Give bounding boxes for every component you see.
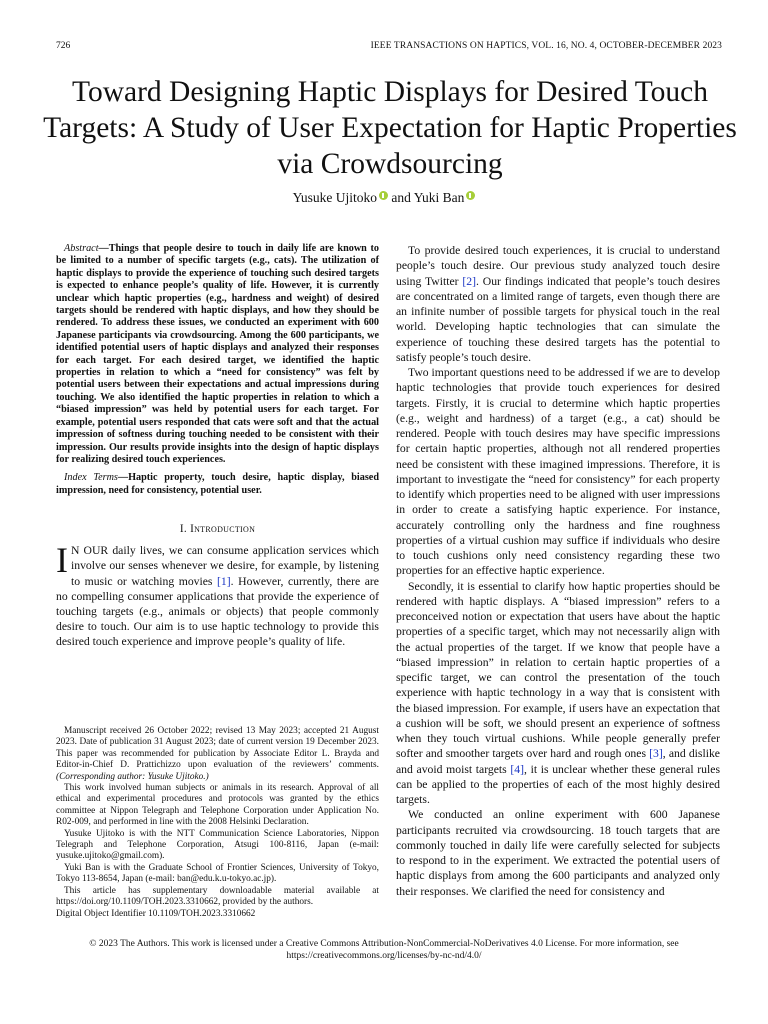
license-footer bbox=[40, 939, 728, 962]
citation-link[interactable]: [1] bbox=[217, 574, 231, 588]
section-heading bbox=[56, 523, 379, 535]
body-text: . Our findings indicated that people’s touch desires are concentrated on a limited range of targets, even though there are an infinite number of possible targets for physical touch in the real world. Developing haptic technologies that can simulate the experience of touching these desired targets has the potential to satisfy people’s touch desire. bbox=[396, 274, 720, 364]
intro-paragraph bbox=[56, 540, 379, 649]
body-paragraph: We conducted an online experiment with 600 Japanese participants recruited via crowdsourcing. 18 touch targets that are commonly touched in daily life were carefully selected for subjects to respond to in the experiment. We extracted the potential users of haptic displays from among the 600 participants and analyzed only their responses. We clarified the need for consistency and bbox=[396, 808, 720, 898]
citation-link[interactable]: [3] bbox=[649, 747, 663, 761]
footnote-affiliation: Yusuke Ujitoko is with the NTT Communication Science Laboratories, Nippon Telegraph and Telephone Corporation, Atsugi 100-8116, Japan (e-mail: yusuke.ujitoko@gmail.com). bbox=[56, 828, 379, 862]
abstract-label: Abstract bbox=[64, 243, 99, 254]
body-paragraph bbox=[396, 243, 720, 365]
intro-text: N OUR daily lives, we can consume application services which involve our senses whenever we desire, for example, by listening to music or watching movies bbox=[71, 544, 379, 588]
journal-header: IEEE TRANSACTIONS ON HAPTICS, VOL. 16, NO. 4, OCTOBER-DECEMBER 2023 bbox=[370, 41, 722, 51]
abstract-dash: — bbox=[98, 243, 109, 254]
corresponding-author: (Corresponding author: Yusuke Ujitoko.) bbox=[56, 771, 209, 782]
index-terms bbox=[56, 472, 379, 497]
index-terms-text: Haptic property, touch desire, haptic display, biased impression, need for consistency, potential user. bbox=[56, 472, 379, 496]
section-numeral: I. bbox=[179, 523, 187, 536]
paper-title: Toward Designing Haptic Displays for Desired Touch Targets: A Study of User Expectation for Haptic Properties via Crowdsourcing bbox=[43, 76, 737, 180]
footnotes bbox=[56, 726, 379, 920]
left-column bbox=[56, 243, 379, 650]
license-link[interactable]: https://creativecommons.org/licenses/by-nc-nd/4.0/ bbox=[286, 950, 482, 961]
footnote-ethics: This work involved human subjects or animals in its research. Approval of all ethical and experimental procedures and protocols was granted by the ethics committee at Nippon Telegraph and Telephone Corporation under Application No. R02-009, and performed in line with the 2008 Helsinki Declaration. bbox=[56, 783, 379, 828]
license-text: © 2023 The Authors. This work is licensed under a Creative Commons Attribution-NonCommercial-NoDerivatives 4.0 License. For more information, see bbox=[89, 939, 679, 949]
footnote-text: Manuscript received 26 October 2022; revised 13 May 2023; accepted 21 August 2023. Date of publication 31 August 2023; date of current version 19 December 2023. This paper was recommended for publication by Associate Editor L. Brayda and Editor-in-Chief D. Prattichizzo upon evaluation of the reviewers’ comments. bbox=[56, 726, 379, 771]
footnote-manuscript bbox=[56, 726, 379, 783]
right-column bbox=[396, 243, 720, 899]
abstract-text: Things that people desire to touch in daily life are known to be limited to a number of specific targets (e.g., cats). The utilization of haptic displays to provide the experience of touching such desired targets is expected to enhance people’s quality of life. However, it is currently unclear which haptic properties (e.g., hardness and weight) of desired targets should be rendered with haptic displays, and how they should be rendered. To address these issues, we conducted an experiment with 600 Japanese participants via crowdsourcing. Among the 600 participants, we identified potential users of haptic displays and analyzed their responses for each target. For each desired target, we identified the haptic properties in relation to which a “need for consistency” was felt by potential users between their expectations and actual impressions during touching. We also identified the haptic properties in relation to which a “biased impression” was held by potential users for each target. For example, potential users responded that cats were soft and that the actual impression of softness during touching needed to be consistent with their impression. Our results provide insights into the design of haptic displays for realizing desired touch experiences. bbox=[56, 243, 379, 465]
body-text: To provide desired touch experiences, it is crucial to understand people’s touch desire. Our previous study analyzed touch desire using Twitter bbox=[396, 244, 720, 288]
footnote-supplementary: This article has supplementary downloadable material available at https://doi.org/10.1109/TOH.2023.3310662, provided by the authors. bbox=[56, 885, 379, 908]
abstract bbox=[56, 243, 379, 466]
intro-text: . However, currently, there are no compelling consumer applications that provide the experience of touching targets (e.g., animals or objects) that people commonly desire to touch. Our aim is to use haptic technology to provide this desired touch experience and improve people’s quality of life. bbox=[56, 574, 379, 649]
index-terms-label: Index Terms bbox=[64, 472, 118, 484]
body-paragraph: Two important questions need to be addressed if we are to develop haptic technologies that provide touch experiences for desired targets. Firstly, it is crucial to determine which haptic properties (e.g., weight and hardness) of a target (e.g., a cat) should be rendered. People with touch desires may have specific impressions for certain haptic properties, although not all rendered properties need be consistent with these imagined impressions. Therefore, it is important to investigate the “need for consistency” for each property to identify which properties need to be aligned with user impressions in order to create a satisfying haptic experience. For instance, accurately controlling only the hardness and fine roughness properties of a virtual cushion may suffice if individuals who desire to touch cushions only need consistency regarding these two properties for an effective haptic experience. bbox=[396, 366, 720, 578]
citation-link[interactable]: [2] bbox=[462, 274, 477, 288]
citation-link[interactable]: [4] bbox=[510, 762, 525, 776]
orcid-icon[interactable] bbox=[379, 191, 388, 200]
page-number: 726 bbox=[56, 41, 71, 51]
orcid-icon[interactable] bbox=[466, 191, 475, 200]
drop-cap: I bbox=[56, 540, 68, 581]
body-text: , it is unclear whether these general rules can be applied to the properties of each of the most highly desired targets. bbox=[396, 762, 720, 806]
index-terms-dash: — bbox=[117, 472, 129, 484]
body-text: , and dislike and avoid moist targets bbox=[396, 747, 720, 776]
body-paragraph bbox=[396, 579, 720, 808]
author-line bbox=[0, 190, 768, 206]
section-title: Introduction bbox=[190, 523, 256, 536]
author-name: Yuki Ban bbox=[413, 190, 465, 205]
footnote-affiliation: Yuki Ban is with the Graduate School of Frontier Sciences, University of Tokyo, Tokyo 113-8654, Japan (e-mail: ban@edu.k.u-tokyo.ac.jp). bbox=[56, 862, 379, 885]
author-conjunction: and bbox=[391, 190, 411, 205]
doi: Digital Object Identifier 10.1109/TOH.2023.3310662 bbox=[56, 908, 256, 919]
author-name: Yusuke Ujitoko bbox=[292, 190, 377, 205]
body-text: Secondly, it is essential to clarify how haptic properties should be rendered with haptic displays. A “biased impression” refers to a preconceived notion or expectation that users have about the haptic properties of a specific target, which may not necessarily align with the actual properties of the target. If we know that people have a “biased impression” in relation to certain haptic properties of a specific target, we can control the presentation of the touch experience with haptic technology in a way that is consistent with the biased impression. For example, if users have an expectation that a cushion will be soft, we should present an experience of softness when they touch virtual cushions. While people generally prefer softer and smoother targets over hard and rough ones bbox=[396, 579, 720, 761]
